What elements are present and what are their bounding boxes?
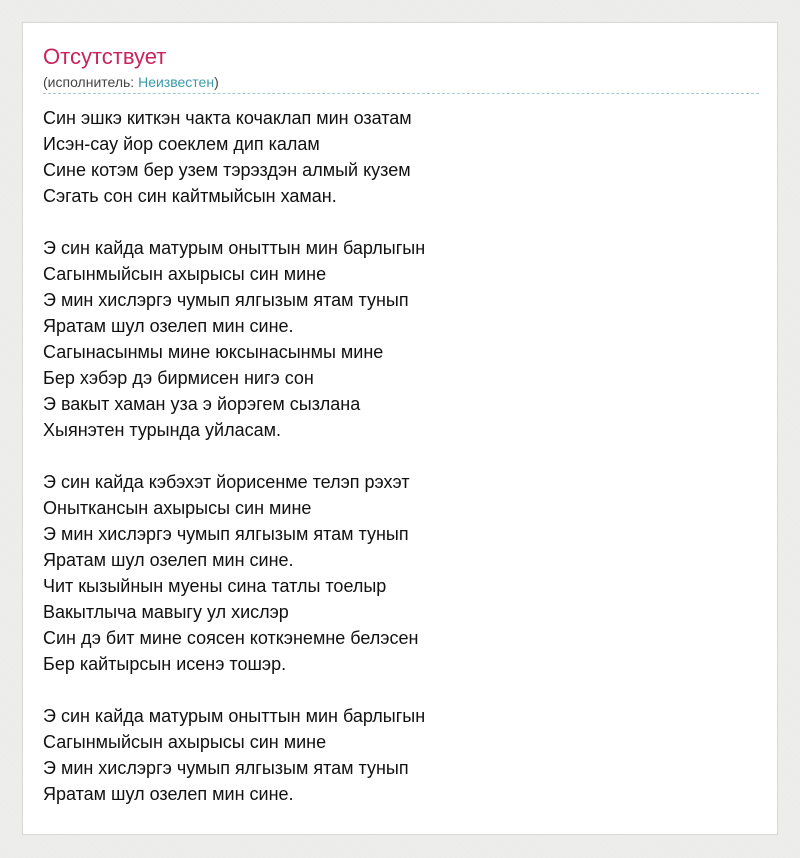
artist-prefix: (исполнитель: bbox=[43, 74, 139, 90]
lyrics-line: Сагынасынмы мине юксынасынмы мине bbox=[43, 342, 384, 362]
artist-line bbox=[43, 73, 219, 91]
lyrics-line: Исэн-сау йор соеклем дип калам bbox=[43, 134, 320, 154]
lyrics-verse bbox=[43, 235, 759, 443]
lyrics-line: Сине котэм бер узем тэрэздэн алмый кузем bbox=[43, 160, 411, 180]
lyrics-line: Хыянэтен турында уйласам. bbox=[43, 420, 282, 440]
lyrics-line: Яратам шул озелеп мин сине. bbox=[43, 316, 294, 336]
lyrics-line: Э мин хислэргэ чумып ялгызым ятам тунып bbox=[43, 524, 409, 544]
lyrics-line: Чит кызыйнын муены сина татлы тоелыр bbox=[43, 576, 387, 596]
lyrics-verse bbox=[43, 703, 759, 807]
artist-suffix: ) bbox=[214, 74, 219, 90]
lyrics-line: Э син кайда кэбэхэт йорисенме телэп рэхэт bbox=[43, 472, 410, 492]
lyrics-text bbox=[43, 105, 759, 833]
title-divider bbox=[43, 93, 759, 94]
lyrics-line: Сагынмыйсын ахырысы син мине bbox=[43, 264, 327, 284]
song-title: Отсутствует bbox=[43, 44, 167, 69]
lyrics-line: Сэгать сон син кайтмыйсын хаман. bbox=[43, 186, 337, 206]
lyrics-line: Яратам шул озелеп мин сине. bbox=[43, 784, 294, 804]
lyrics-line: Сагынмыйсын ахырысы син мине bbox=[43, 732, 327, 752]
lyrics-line: Э син кайда матурым оныттын мин барлыгын bbox=[43, 706, 426, 726]
lyrics-line: Син эшкэ киткэн чакта кочаклап мин озатам bbox=[43, 108, 412, 128]
lyrics-line: Оныткансын ахырысы син мине bbox=[43, 498, 312, 518]
lyrics-line: Вакытлыча мавыгу ул хислэр bbox=[43, 602, 289, 622]
lyrics-line: Э мин хислэргэ чумып ялгызым ятам тунып bbox=[43, 758, 409, 778]
artist-link[interactable]: Неизвестен bbox=[138, 74, 215, 90]
lyrics-verse bbox=[43, 469, 759, 677]
lyrics-line: Син дэ бит мине соясен коткэнемне белэсен bbox=[43, 628, 419, 648]
lyrics-line: Э син кайда матурым оныттын мин барлыгын bbox=[43, 238, 426, 258]
lyrics-line: Яратам шул озелеп мин сине. bbox=[43, 550, 294, 570]
lyrics-line: Э мин хислэргэ чумып ялгызым ятам тунып bbox=[43, 290, 409, 310]
lyrics-line: Бер хэбэр дэ бирмисен нигэ сон bbox=[43, 368, 314, 388]
lyrics-line: Э вакыт хаман уза э йорэгем сызлана bbox=[43, 394, 361, 414]
lyrics-line: Бер кайтырсын исенэ тошэр. bbox=[43, 654, 287, 674]
lyrics-card bbox=[22, 22, 778, 835]
lyrics-verse bbox=[43, 105, 759, 209]
